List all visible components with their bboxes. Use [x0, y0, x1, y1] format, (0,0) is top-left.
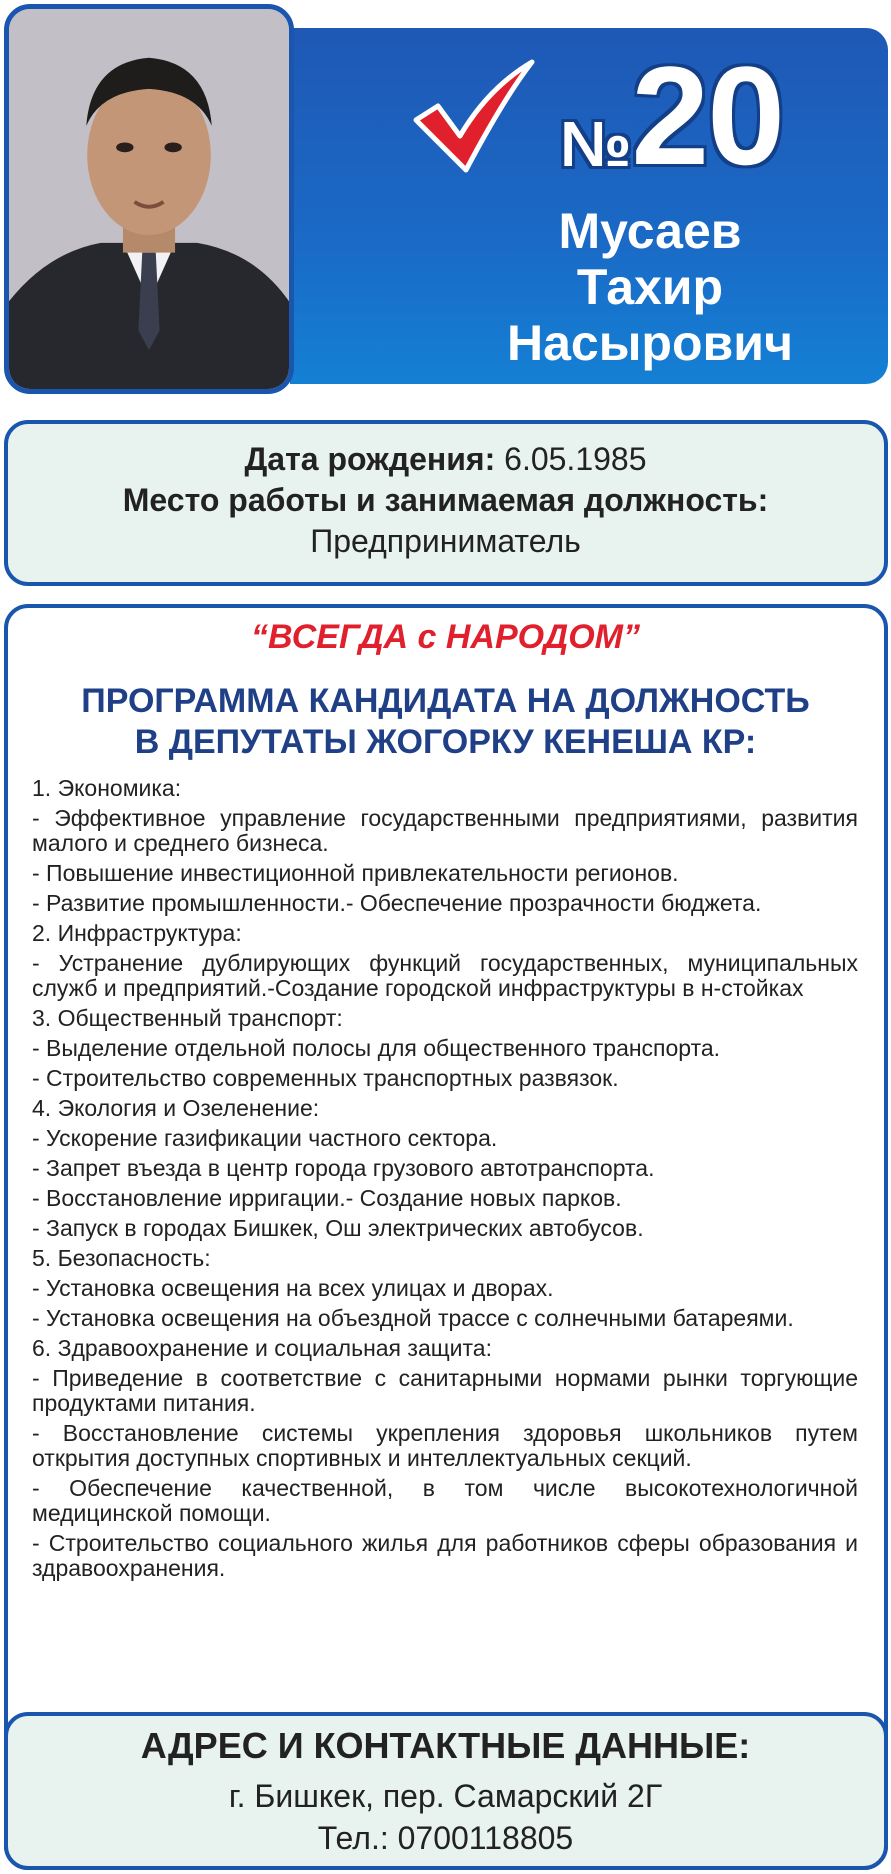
- candidate-surname: Мусаев: [558, 203, 742, 259]
- contacts-title: АДРЕС И КОНТАКТНЫЕ ДАННЫЕ:: [140, 1725, 751, 1766]
- program-item: - Эффективное управление государственными предприятиями, развития малого и среднего бизнеса.: [32, 805, 858, 856]
- number-value: 20: [631, 37, 784, 194]
- candidate-patronymic: Насырович: [506, 315, 793, 371]
- program-item: - Восстановление ирригации.- Создание новых парков.: [32, 1185, 622, 1211]
- program-item: 1. Экономика:: [32, 775, 182, 801]
- candidate-number: [560, 37, 880, 194]
- program-title-line2: В ДЕПУТАТЫ ЖОГОРКУ КЕНЕША КР:: [134, 723, 757, 761]
- birth-date-value: 6.05.1985: [504, 441, 647, 477]
- number-prefix: №: [560, 108, 632, 180]
- program-item: 6. Здравоохранение и социальная защита:: [32, 1335, 492, 1361]
- program-item: - Ускорение газификации частного сектора.: [32, 1125, 498, 1151]
- program-item: 5. Безопасность:: [32, 1245, 211, 1271]
- candidate-first-name: Тахир: [576, 259, 724, 315]
- program-item: - Обеспечение качественной, в том числе высокотехнологичной медицинской помощи.: [32, 1475, 858, 1526]
- birth-date-line: [0, 443, 891, 475]
- work-label: [0, 484, 891, 516]
- slogan: “ВСЕГДА с НАРОДОМ”: [251, 618, 640, 656]
- work-value: Предприниматель: [310, 523, 581, 559]
- birth-date-label: Дата рождения:: [244, 441, 496, 477]
- contacts-phone: Тел.: 0700118805: [317, 1820, 574, 1856]
- program-item: - Повышение инвестиционной привлекательности регионов.: [32, 860, 679, 886]
- contacts-address: г. Бишкек, пер. Самарский 2Г: [228, 1778, 663, 1814]
- program-item: - Строительство социального жилья для работников сферы образования и здравоохранения.: [32, 1530, 858, 1581]
- red-checkmark-icon: [408, 58, 538, 178]
- program-item: - Устранение дублирующих функций государственных, муниципальных служб и предприятий.-Создание городской инфраструктуры в н-стойках: [32, 950, 858, 1001]
- candidate-photo: [4, 4, 294, 394]
- program-item: 2. Инфраструктура:: [32, 920, 242, 946]
- program-item: - Строительство современных транспортных развязок.: [32, 1065, 619, 1091]
- program-item: - Запуск в городах Бишкек, Ош электрических автобусов.: [32, 1215, 644, 1241]
- program-title-line1: ПРОГРАММА КАНДИДАТА НА ДОЛЖНОСТЬ: [81, 682, 810, 720]
- program-item: - Развитие промышленности.- Обеспечение прозрачности бюджета.: [32, 890, 762, 916]
- work-label-text: Место работы и занимаемая должность:: [122, 482, 769, 518]
- program-list: [32, 776, 858, 1586]
- program-item: 3. Общественный транспорт:: [32, 1005, 343, 1031]
- program-item: - Установка освещения на всех улицах и дворах.: [32, 1275, 554, 1301]
- program-item: - Запрет въезда в центр города грузового автотранспорта.: [32, 1155, 655, 1181]
- program-item: - Выделение отдельной полосы для общественного транспорта.: [32, 1035, 721, 1061]
- program-item: - Восстановление системы укрепления здоровья школьников путем открытия доступных спортивных и интеллектуальных секций.: [32, 1420, 858, 1471]
- program-item: - Установка освещения на объездной трассе с солнечными батареями.: [32, 1305, 794, 1331]
- program-item: 4. Экология и Озеленение:: [32, 1095, 320, 1121]
- program-item: - Приведение в соответствие с санитарными нормами рынки торгующие продуктами питания.: [32, 1365, 858, 1416]
